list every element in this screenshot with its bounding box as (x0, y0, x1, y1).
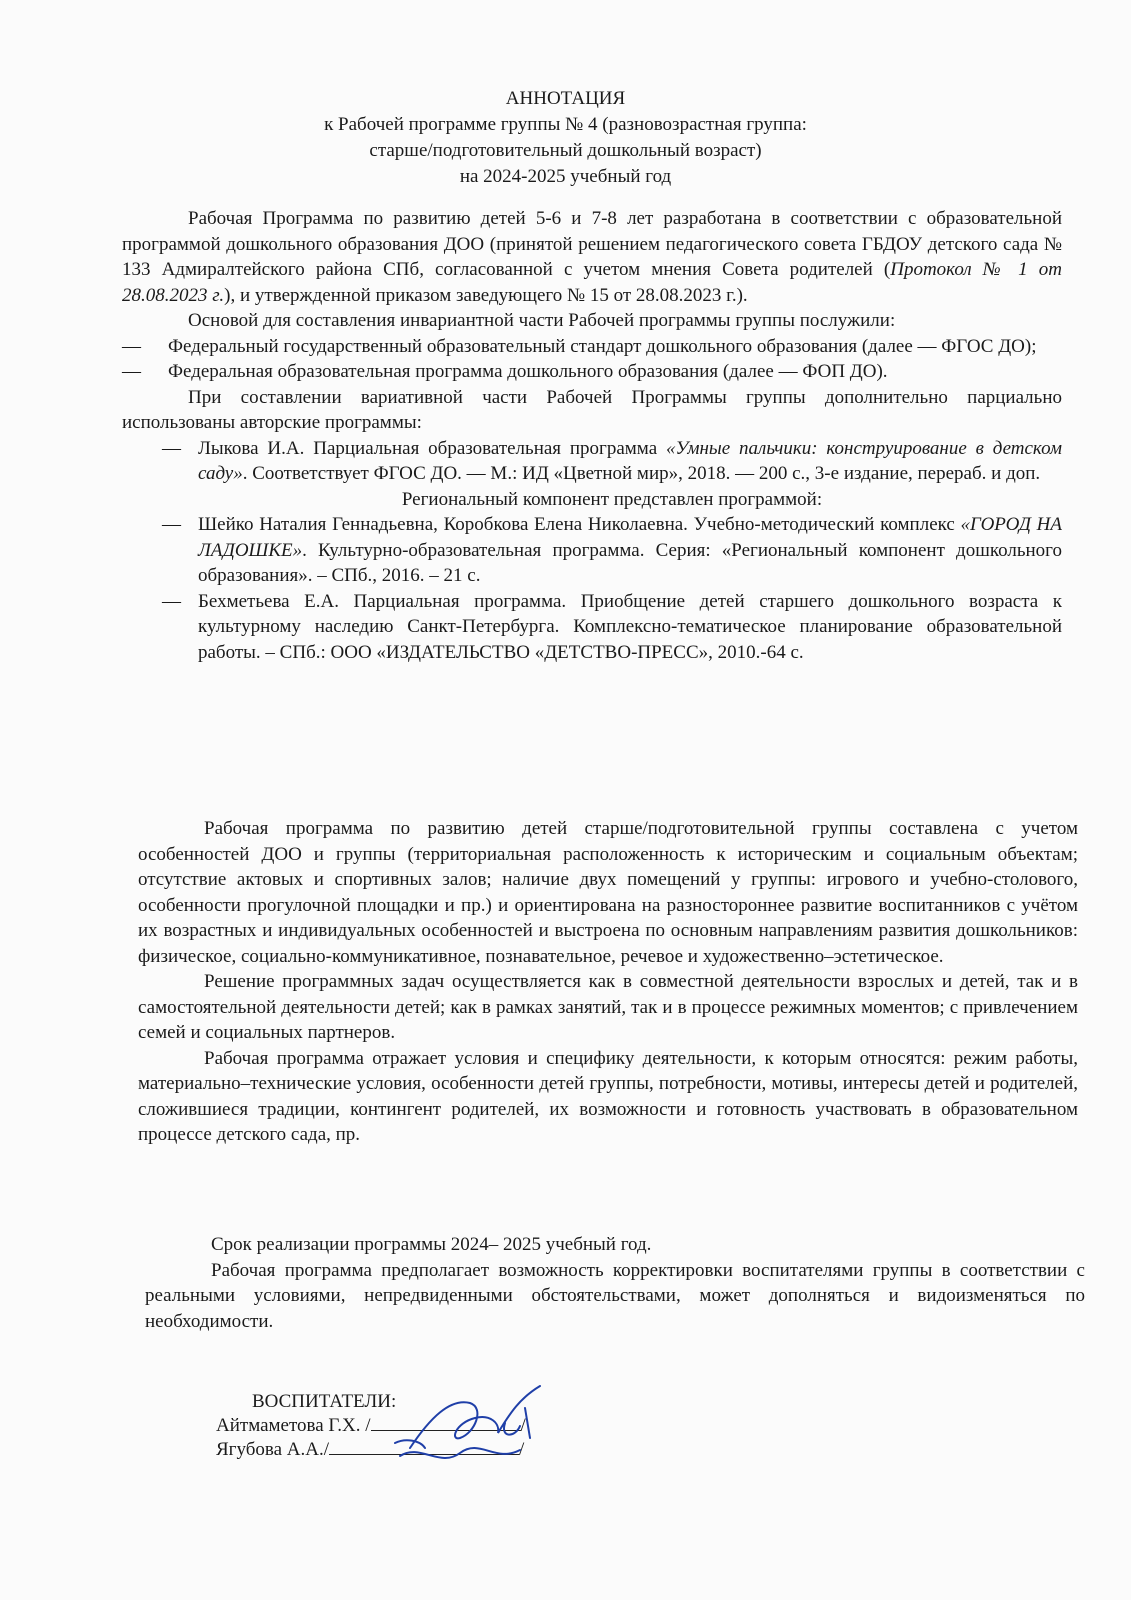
variative-paragraph: При составлении вариативной части Рабочей Программы группы дополнительно парциально использованы авторские программы: (122, 386, 1062, 433)
main-section (138, 816, 1078, 1148)
list-item-text: . Культурно-образовательная программа. Серия: «Региональный компонент дошкольного образования». – СПб., 2016. – 21 с. (198, 539, 1062, 586)
slash: / (519, 1439, 525, 1460)
correction-paragraph: Рабочая программа предполагает возможность корректировки воспитателями группы в соответствии с реальными условиями, непредвиденными обстоятельствами, может дополняться и видоизменяться по необходимости. (145, 1259, 1085, 1332)
intro-text: Рабочая Программа по развитию детей 5-6 и 7-8 лет разработана в соответствии с образовательной программой дошкольного образования ДОО (принятой решением педагогического совета ГБДОУ детского сада № 133 Адмиралтейского района СПб, согласованной с учетом мнения Совета родителей ( (122, 208, 1062, 280)
dash-marker: — (122, 335, 141, 357)
dash-marker: — (122, 361, 141, 382)
intro-section (122, 206, 1062, 665)
list-item-text: Шейко Наталия Геннадьевна, Коробкова Елена Николаевна. Учебно-методический комплекс (198, 514, 961, 535)
educator-name: Ягубова А.А. (216, 1439, 324, 1460)
signature-heading: ВОСПИТАТЕЛИ: (252, 1391, 397, 1412)
subtitle-line-3: на 2024-2025 учебный год (459, 166, 672, 187)
list-item-text: Федеральная образовательная программа дошкольного образования (далее — ФОП ДО). (168, 361, 888, 382)
list-item (122, 334, 1062, 360)
intro-paragraph (122, 206, 1062, 308)
tasks-paragraph: Решение программных задач осуществляется как в совместной деятельности взрослых и детей, так и в самостоятельной деятельности детей; как в рамках занятий, так и в процессе режимных моментов; с привлечением семей и социальных партнеров. (138, 971, 1078, 1043)
slash: / (520, 1415, 526, 1436)
regional-heading: Региональный компонент представлен программой: (401, 488, 823, 510)
conditions-paragraph: Рабочая программа отражает условия и специфику деятельности, к которым относятся: режим работы, материально–технические условия, особенности детей группы, потребности, мотивы, интересы детей и родителей, сложившиеся традиции, контингент родителей, их возможности и готовность участвовать в образовательном процессе детского сада, пр. (138, 1047, 1078, 1145)
list-item-text: . Соответствует ФГОС ДО. — М.: ИД «Цветной мир», 2018. — 200 с., 3-е издание, перераб. и доп. (242, 463, 1041, 484)
document-title: АННОТАЦИЯ (505, 88, 626, 109)
subtitle-line-2: старше/подготовительный дошкольный возраст) (369, 140, 762, 161)
signature-stroke (410, 1386, 540, 1448)
intro-text-end: ), и утвержденной приказом заведующего № 15 от 28.08.2023 г.). (224, 284, 748, 306)
handwritten-signature (380, 1378, 560, 1468)
list-item (122, 359, 1062, 385)
development-paragraph: Рабочая программа по развитию детей старше/подготовительной группы составлена с учетом особенностей ДОО и группы (территориальная расположенность к историческим и социальным объектам; отсутствие актовых и спортивных залов; наличие двух помещений у группы: игрового и учебно-столового, особенности прогулочной площадки и пр.) и ориентирована на разностороннее развитие воспитанников с учётом их возрастных и индивидуальных особенностей и выстроена по основным направлениям развития дошкольников: физическое, социально-коммуникативное, познавательное, речевое и художественно–эстетическое. (138, 818, 1078, 967)
program-title: «Умные пальчики: конструирование в детском саду» (198, 437, 1062, 484)
list-item (162, 436, 1062, 487)
list-item-text: Лыкова И.А. Парциальная образовательная программа (198, 437, 666, 459)
slash: / (365, 1415, 371, 1436)
program-title: «ГОРОД НА ЛАДОШКЕ» (198, 514, 1062, 561)
dash-marker: — (162, 514, 181, 535)
subtitle-line-1: к Рабочей программе группы № 4 (разновозрастная группа: (324, 114, 807, 135)
slash: / (323, 1439, 330, 1460)
term-paragraph: Срок реализации программы 2024– 2025 учебный год. (211, 1234, 652, 1255)
list-item (162, 512, 1062, 589)
protocol-reference: Протокол № 1 от 28.08.2023 г. (122, 259, 1062, 306)
basis-paragraph: Основой для составления инвариантной части Рабочей программы группы послужили: (188, 310, 896, 331)
list-item-text: Федеральный государственный образовательный стандарт дошкольного образования (далее — ФГОС ДО); (168, 335, 1037, 357)
list-item (162, 589, 1062, 666)
author-program-list (122, 436, 1062, 666)
document-header (0, 86, 1131, 190)
list-item-text: Бехметьева Е.А. Парциальная программа. Приобщение детей старшего дошкольного возраста к культурному наследию Санкт-Петербурга. Комплексно-тематическое планирование образовательной работы. – СПб.: ООО «ИЗДАТЕЛЬСТВО «ДЕТСТВО-ПРЕСС», 2010.-64 с. (198, 590, 1062, 663)
dash-marker: — (162, 590, 181, 612)
term-section (145, 1232, 1085, 1334)
educator-name: Айтмаметова Г.Х. (216, 1415, 361, 1436)
dash-marker: — (162, 437, 181, 459)
